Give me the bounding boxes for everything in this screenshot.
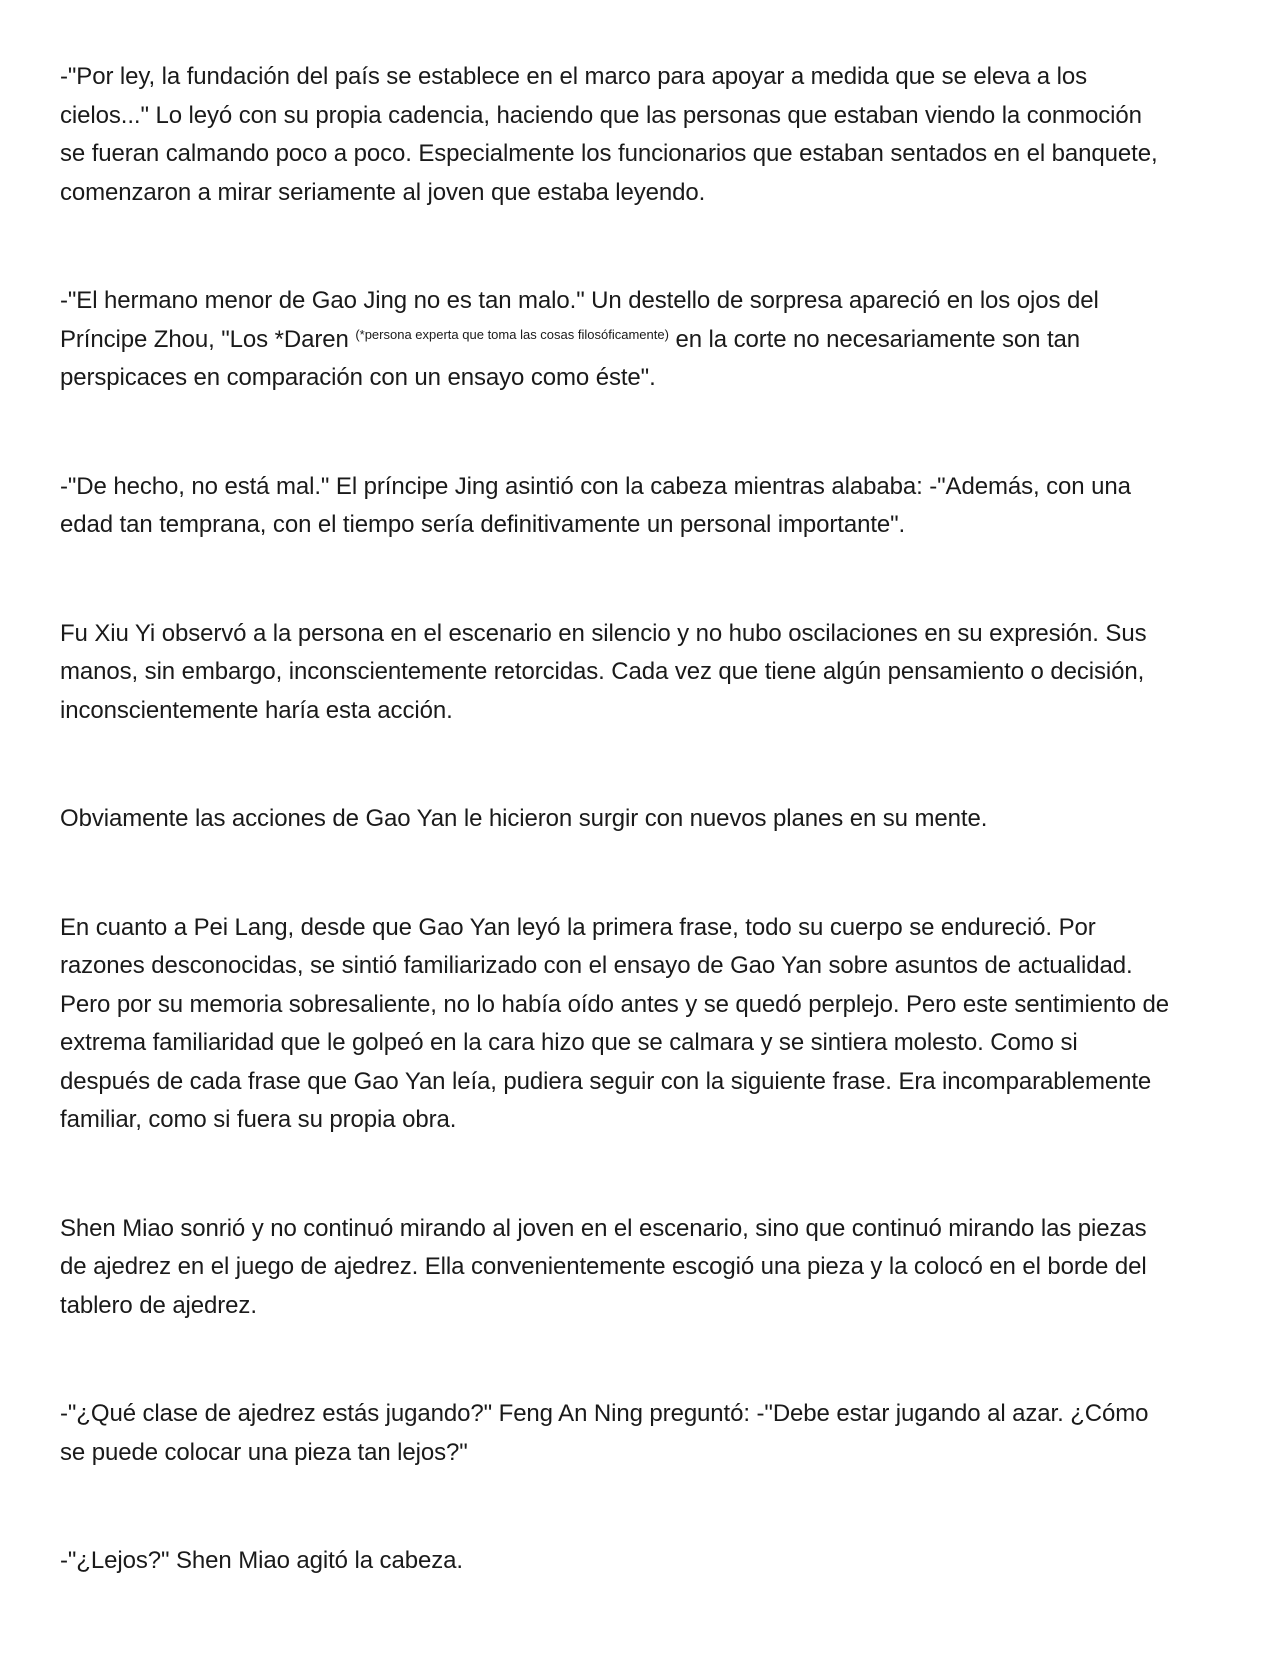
paragraph-9: -"¿Lejos?" Shen Miao agitó la cabeza. <box>60 1547 463 1574</box>
paragraph-1: -"Por ley, la fundación del país se establece en el marco para apoyar a medida que se eleva a los cielos..." Lo leyó con su propia cadencia, haciendo que las personas que estaban viendo la conmoción se fueran calmando poco a poco. Especialmente los funcionarios que estaban sentados en el banquete, comenzaron a mirar seriamente al joven que estaba leyendo. <box>60 63 1158 206</box>
paragraph-3: -"De hecho, no está mal." El príncipe Jing asintió con la cabeza mientras alababa: -"Además, con una edad tan temprana, con el tiempo sería definitivamente un personal importante". <box>60 472 1131 538</box>
paragraph-5: Obviamente las acciones de Gao Yan le hicieron surgir con nuevos planes en su mente. <box>60 805 988 832</box>
footnote-inline: (*persona experta que toma las cosas filosóficamente) <box>355 326 669 342</box>
paragraph-4: Fu Xiu Yi observó a la persona en el escenario en silencio y no hubo oscilaciones en su expresión. Sus manos, sin embargo, inconscientemente retorcidas. Cada vez que tiene algún pensamiento o decisión, inconscientemente haría esta acción. <box>60 619 1147 724</box>
paragraph-2-text-start: -"El hermano menor de Gao Jing no es tan malo." Un destello de sorpresa apareció en los ojos del Príncipe Zhou, "Los *Daren <box>60 287 1099 353</box>
paragraph-6: En cuanto a Pei Lang, desde que Gao Yan leyó la primera frase, todo su cuerpo se endureció. Por razones desconocidas, se sintió familiarizado con el ensayo de Gao Yan sobre asuntos de actualidad. Pero por su memoria sobresaliente, no lo había oído antes y se quedó perplejo. Pero este sentimiento de extrema familiaridad que le golpeó en la cara hizo que se calmara y se sintiera molesto. Como si después de cada frase que Gao Yan leía, pudiera seguir con la siguiente frase. Era incomparablemente familiar, como si fuera su propia obra. <box>60 913 1170 1133</box>
paragraph-7: Shen Miao sonrió y no continuó mirando al joven en el escenario, sino que continuó mirando las piezas de ajedrez en el juego de ajedrez. Ella convenientemente escogió una pieza y la colocó en el borde del tablero de ajedrez. <box>60 1214 1147 1319</box>
paragraph-8: -"¿Qué clase de ajedrez estás jugando?" Feng An Ning preguntó: -"Debe estar jugando al azar. ¿Cómo se puede colocar una pieza tan lejos?" <box>60 1400 1149 1466</box>
paragraph-2 <box>60 282 1170 398</box>
paragraph-2-text-end: en la corte no necesariamente son tan perspicaces en comparación con un ensayo como éste". <box>60 325 1081 391</box>
